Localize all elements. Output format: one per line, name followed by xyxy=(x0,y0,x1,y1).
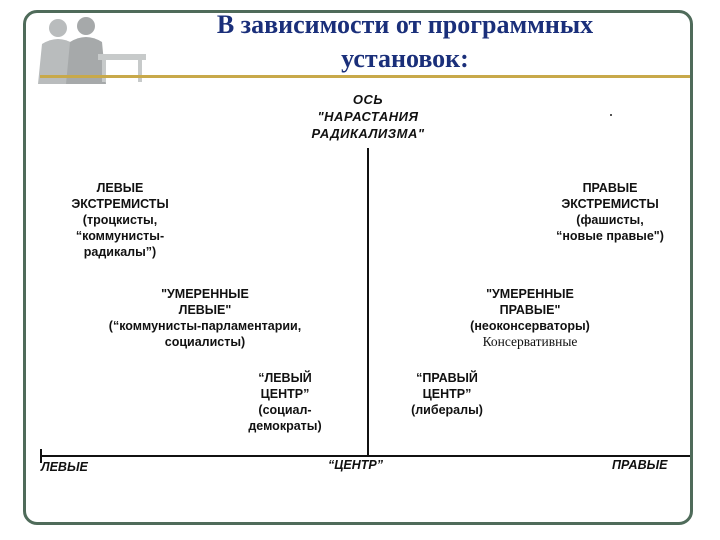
vertical-axis-title xyxy=(268,91,468,142)
block-line: ЛЕВЫЕ xyxy=(96,181,144,195)
left-right-axis-line xyxy=(40,455,690,457)
slide-frame xyxy=(23,10,693,525)
axis-title-line: ОСЬ xyxy=(352,92,384,107)
block-line: ЛЕВЫЕ" xyxy=(178,303,232,317)
block-line: (либералы) xyxy=(411,403,483,417)
block-line: (“коммунисты-парламентарии, xyxy=(108,319,302,333)
block-line: Консервативные xyxy=(482,334,578,349)
moderate-right-block xyxy=(440,286,620,350)
block-line: "УМЕРЕННЫЕ xyxy=(161,287,249,301)
title-line: установок: xyxy=(341,44,469,73)
left-extremists-block xyxy=(40,180,200,260)
block-line: демократы) xyxy=(248,419,322,433)
block-line: “ПРАВЫЙ xyxy=(416,371,478,385)
block-line: “коммунисты- xyxy=(75,229,165,243)
right-center-block xyxy=(387,370,507,418)
axis-title-line: РАДИКАЛИЗМА" xyxy=(311,126,425,141)
block-line: "УМЕРЕННЫЕ xyxy=(486,287,574,301)
block-line: ЭКСТРЕМИСТЫ xyxy=(561,197,659,211)
block-line: (троцкисты, xyxy=(82,213,158,227)
block-line: (неоконсерваторы) xyxy=(470,319,590,333)
slide-title xyxy=(150,8,660,76)
block-line: “ЛЕВЫЙ xyxy=(258,371,312,385)
radicalism-axis-line xyxy=(367,148,369,456)
right-extremists-block xyxy=(530,180,690,244)
block-line: социалисты) xyxy=(164,335,246,349)
left-center-block xyxy=(225,370,345,434)
title-underline xyxy=(40,75,690,78)
block-line: (социал- xyxy=(258,403,312,417)
axis-label-center: “ЦЕНТР” xyxy=(328,458,383,472)
block-line: ЦЕНТР” xyxy=(260,387,310,401)
block-line: ЭКСТРЕМИСТЫ xyxy=(71,197,169,211)
block-line: “новые правые") xyxy=(556,229,664,243)
axis-label-right: ПРАВЫЕ xyxy=(612,458,668,472)
block-line: (фашисты, xyxy=(576,213,644,227)
people-logo-icon xyxy=(28,14,148,84)
stray-dot xyxy=(610,114,612,116)
axis-title-line: "НАРАСТАНИЯ xyxy=(317,109,419,124)
block-line: радикалы”) xyxy=(83,245,157,259)
moderate-left-block xyxy=(75,286,335,350)
block-line: ЦЕНТР” xyxy=(422,387,472,401)
block-line: ПРАВЫЕ" xyxy=(499,303,561,317)
title-line: В зависимости от программных xyxy=(216,10,594,39)
block-line: ПРАВЫЕ xyxy=(582,181,638,195)
axis-label-left: ЛЕВЫЕ xyxy=(41,460,88,474)
